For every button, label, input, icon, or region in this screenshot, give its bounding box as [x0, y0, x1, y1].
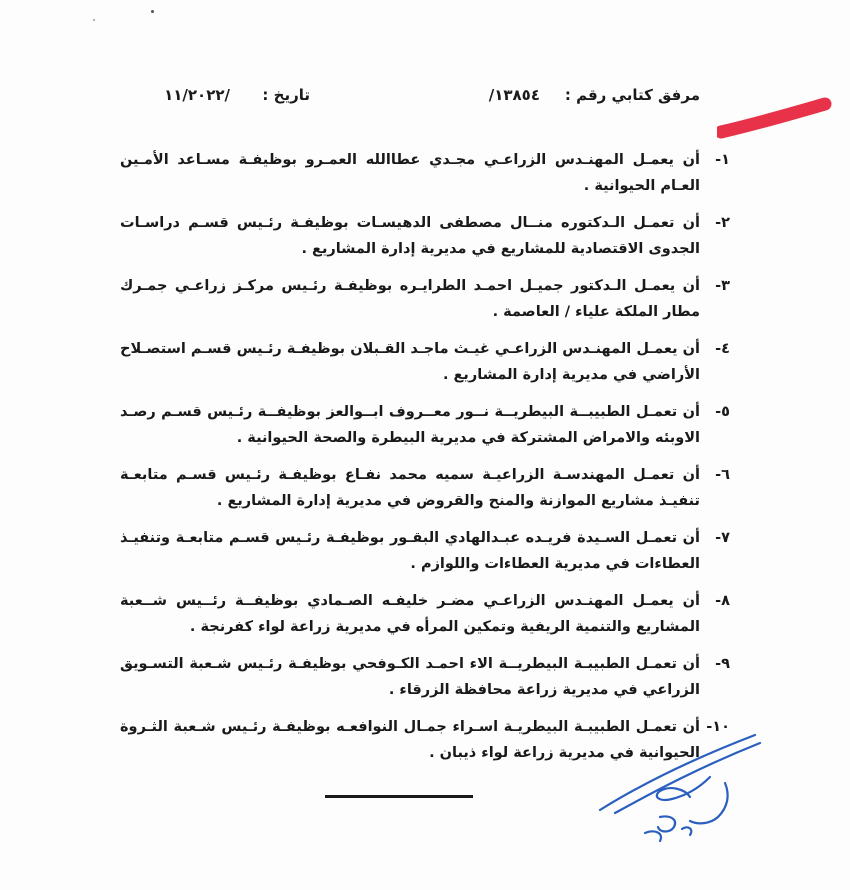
item-number: ٣- [715, 278, 730, 294]
item-text: أن يعمـل الـدكتور جميـل احمـد الطرايـره بوظيفـة رئـيس مركـز زراعـي جمـرك مطار الملكة علياء / العاصمة . [120, 278, 700, 320]
assignment-list [120, 147, 730, 777]
item-text: أن تعمـل المهندسـة الزراعيـة سميه محمد نفـاع بوظيفـة رئـيس قسـم متابعـة تنفيـذ مشاريع الموازنة والمنح والقروض في مديرية إدارة المشاريع . [120, 467, 700, 509]
item-number: ١- [715, 152, 730, 168]
item-text: أن يعمـل المهنـدس الزراعـي مضـر خليفـه الصـمادي بوظيفــة رئــيس شــعبة المشاريع والتنمية الريفية وتمكين المرأه في مديرية زراعة لواء كفرنجة . [120, 593, 700, 635]
document-header [120, 86, 700, 116]
closing-rule [325, 795, 473, 798]
item-text: أن تعمـل الطبيبـة البيطريــة الاء احمـد الكـوفحي بوظيفـة رئـيس شـعبة التسـويق الزراعي في مديرية زراعة محافظة الزرقاء . [120, 656, 700, 698]
scan-speck [93, 19, 95, 21]
item-number: ٥- [715, 404, 730, 420]
list-item [120, 399, 730, 451]
list-item [120, 336, 730, 388]
scan-speck [151, 10, 154, 13]
item-text: أن يعمـل المهنـدس الزراعـي مجـدي عطاالله العمـرو بوظيفـة مسـاعد الأمـين العـام الحيوانية . [120, 152, 700, 194]
item-text: أن تعمـل السـيدة فريـده عبـدالهادي البقـور بوظيفـة رئـيس قسـم متابعـة وتنفيـذ العطاءات في مديرية العطاءات واللوازم . [120, 530, 700, 572]
red-highlighter-mark [717, 96, 832, 142]
list-item [120, 651, 730, 703]
item-text: أن تعمـل الطبيبـة البيطريـة اسـراء جمـال النوافعـه بوظيفـة رئـيس شـعبة الثـروة الحيوانية في مديرية زراعة لواء ذيبان . [120, 719, 700, 761]
item-text: أن تعمـل الطبيبــة البيطريــة نــور معــروف ابــوالعز بوظيفــة رئـيس قسـم رصـد الاوبئه والامراض المشتركة في مديرية البيطرة والصحة الحيوانية . [120, 404, 700, 446]
list-item [120, 588, 730, 640]
item-number: ٤- [715, 341, 730, 357]
list-item [120, 273, 730, 325]
item-number: ٨- [715, 593, 730, 609]
handwritten-signature [560, 725, 770, 865]
item-number: ٧- [715, 530, 730, 546]
item-number: ٢- [715, 215, 730, 231]
list-item [120, 147, 730, 199]
attachment-label: مرفق كتابي رقم : [564, 86, 700, 104]
item-text: أن تعمـل الـدكتوره منــال مصطفى الدهيسـات بوظيفـة رئـيس قسـم دراسـات الجدوى الاقتصادية للمشاريع في مديرية إدارة المشاريع . [120, 215, 700, 257]
item-number: ١٠- [706, 719, 730, 735]
list-item [120, 525, 730, 577]
item-number: ٩- [715, 656, 730, 672]
list-item [120, 210, 730, 262]
item-text: أن يعمـل المهنـدس الزراعـي غيـث ماجـد القـبلان بوظيفـة رئـيس قسـم استصـلاح الأراضي في مديرية إدارة المشاريع . [120, 341, 700, 383]
list-item [120, 462, 730, 514]
date-label: تاريخ : [262, 86, 310, 104]
attachment-number: ١٣٨٥٤/ [488, 86, 540, 104]
item-number: ٦- [715, 467, 730, 483]
date-value: /١١/٢٠٢٢ [164, 86, 230, 104]
